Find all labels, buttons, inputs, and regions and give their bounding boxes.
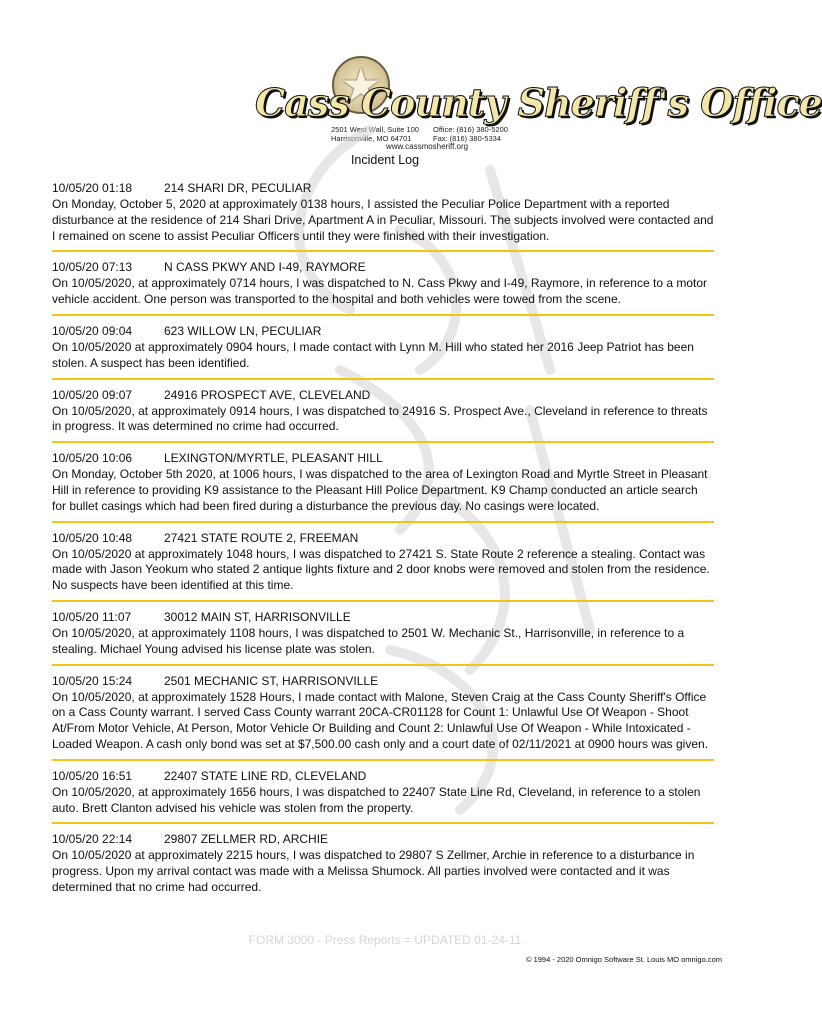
incident-datetime: 10/05/20 09:07 [52,387,133,402]
incident-datetime: 10/05/20 16:51 [52,768,133,783]
incident-entry [52,180,714,252]
incident-entry [52,673,714,761]
sheriff-office-logo: Cass County Sheriff's Office [255,80,822,125]
incident-narrative: On Monday, October 5, 2020 at approximately 0138 hours, I assisted the Peculiar Police Department with a reported disturbance at the residence of 214 Shari Drive, Apartment A in Peculiar, Missouri. The subjects involved were contacted and I remained on scene to assist Peculiar Officers until they were finished with their investigation. [52,197,714,243]
form-label: FORM 3000 - Press Reports = UPDATED 01-24-11 [248,933,522,947]
address-line-1: 2501 West Wall, Suite 100 [331,125,419,134]
incident-narrative: On 10/05/2020, at approximately 1656 hours, I was dispatched to 22407 State Line Rd, Cleveland, in reference to a stolen auto. Brett Clanton advised his vehicle was stolen from the property. [52,784,701,815]
letterhead [0,48,822,152]
incident-header [52,180,714,196]
office-phones [433,125,508,143]
incident-location: 30012 MAIN ST, HARRISONVILLE [164,609,351,624]
incident-header [52,609,714,625]
incident-narrative: On 10/05/2020, at approximately 1108 hours, I was dispatched to 2501 W. Mechanic St., Harrisonville, in reference to a stealing. Michael Young advised his license plate was stolen. [52,625,685,656]
incident-datetime: 10/05/20 11:07 [52,609,132,624]
incident-datetime: 10/05/20 07:13 [52,260,133,275]
website: www.cassmosheriff.org [386,142,469,151]
incident-header [52,530,714,546]
incident-narrative: On 10/05/2020 at approximately 1048 hours, I was dispatched to 27421 S. State Route 2 reference a stealing. Contact was made with Jason Yeokum who stated 2 antique lights fixture and 2 door knobs were removed and stolen from the residence. No suspects have been identified at this time. [52,546,710,593]
incident-entry [52,259,714,316]
incident-location: 29807 ZELLMER RD, ARCHIE [164,832,329,847]
incident-datetime: 10/05/20 10:06 [52,451,133,466]
incident-entry [52,768,714,825]
incident-header [52,450,714,466]
incident-entry [52,387,714,444]
incident-narrative: On 10/05/2020, at approximately 1528 Hours, I made contact with Malone, Steven Craig at the Cass County Sheriff's Office on a Cass County warrant. I served Cass County warrant 20CA-CR01128 for Count 1: Unlawful Use Of Weapon - Shoot At/From Motor Vehicle, At Person, Motor Vehicle Or Building and Count 2: Unlawful Use Of Weapon - While Intoxicated - Loaded Weapon. A cash only bond was set at $7,500.00 cash only and a court date of 02/11/2021 at 0900 hours was given. [52,689,709,751]
incident-entry [52,530,714,602]
incident-location: 623 WILLOW LN, PECULIAR [164,323,322,338]
incident-datetime: 10/05/20 09:04 [52,323,133,338]
incident-entry [52,323,714,380]
incident-entry [52,609,714,666]
incident-location: 24916 PROSPECT AVE, CLEVELAND [164,387,371,402]
incident-header [52,768,714,784]
incident-header [52,259,714,275]
incident-location: 22407 STATE LINE RD, CLEVELAND [164,768,367,783]
page-title: Incident Log [350,153,420,167]
copyright-notice: © 1994 - 2020 Omnigo Software St. Louis MO omnigo.com [525,955,722,964]
incident-narrative: On 10/05/2020, at approximately 0714 hours, I was dispatched to N. Cass Pkwy and I-49, Raymore, in reference to a motor vehicle accident. One person was transported to the hospital and both vehicles were towed from the scene. [52,276,708,307]
incident-location: 2501 MECHANIC ST, HARRISONVILLE [164,673,379,688]
incident-datetime: 10/05/20 15:24 [52,673,133,688]
incident-location: 27421 STATE ROUTE 2, FREEMAN [164,530,359,545]
incident-header [52,387,714,403]
office-address [331,125,419,143]
incident-narrative: On 10/05/2020 at approximately 2215 hours, I was dispatched to 29807 S Zellmer, Archie in reference to a disturbance in progress. Upon my arrival contact was made with a Melissa Shumock. All parties involved were contacted and it was determined that no crime had occurred. [52,848,695,894]
incident-location: N CASS PKWY AND I-49, RAYMORE [164,260,366,275]
incident-datetime: 10/05/20 01:18 [52,181,133,195]
incident-entry [52,831,714,901]
office-phone: Office: (816) 380-5200 [433,125,508,134]
incident-entry [52,450,714,522]
address-line-2: Harrisonville, MO 64701 [331,134,412,143]
incident-narrative: On 10/05/2020 at approximately 0904 hours, I made contact with Lynn M. Hill who stated her 2016 Jeep Patriot has been stolen. A suspect has been identified. [52,339,694,370]
incident-header [52,323,714,339]
incident-header [52,831,714,847]
incident-narrative: On 10/05/2020, at approximately 0914 hours, I was dispatched to 24916 S. Prospect Ave., Cleveland in reference to threats in progress. It was determined no crime had occurred. [52,403,708,434]
fax-number: Fax: (816) 380-5334 [433,134,501,143]
incident-list [52,180,714,909]
incident-datetime: 10/05/20 10:48 [52,530,133,545]
incident-location: LEXINGTON/MYRTLE, PLEASANT HILL [164,451,383,466]
incident-narrative: On Monday, October 5th 2020, at 1006 hours, I was dispatched to the area of Lexington Road and Myrtle Street in Pleasant Hill in reference to providing K9 assistance to the Pleasant Hill Police Department. K9 Champ conducted an article search for bullet casings which had been fired during a disturbance the previous day. No casings were located. [52,467,708,513]
incident-location: 214 SHARI DR, PECULIAR [164,181,312,195]
incident-header [52,673,714,689]
incident-datetime: 10/05/20 22:14 [52,832,133,847]
